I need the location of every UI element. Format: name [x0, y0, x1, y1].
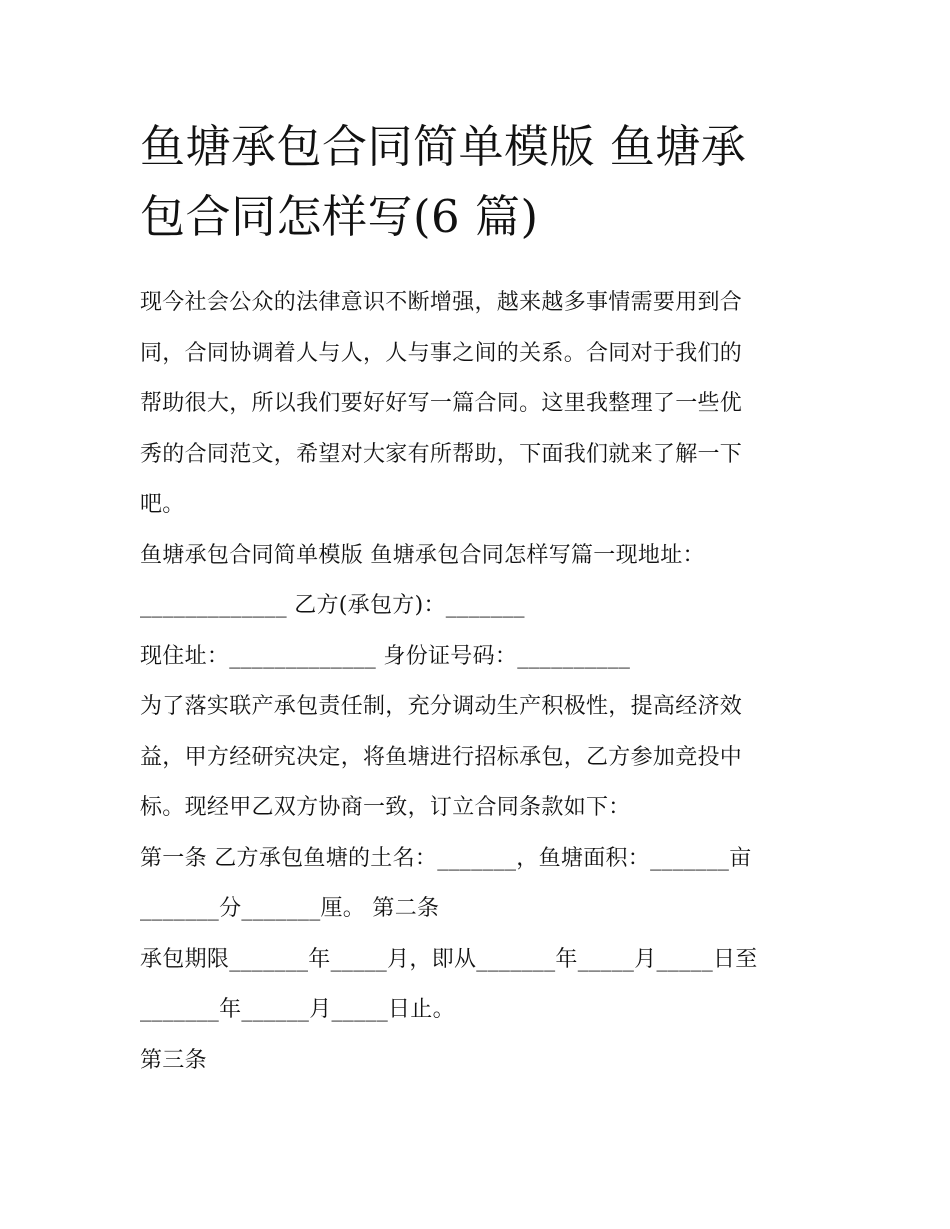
term-paragraph	[140, 935, 830, 1036]
text-line: 益，甲方经研究决定，将鱼塘进行招标承包，乙方参加竞投中	[140, 744, 743, 770]
text-line: 第一条 乙方承包鱼塘的土名：_______，鱼塘面积：_______亩	[140, 845, 752, 871]
text-line: 秀的合同范文，希望对大家有所帮助，下面我们就来了解一下	[140, 441, 743, 467]
contract-heading-paragraph	[140, 531, 830, 632]
text-line: 帮助很大，所以我们要好好写一篇合同。这里我整理了一些优	[140, 391, 743, 416]
document-title	[140, 112, 820, 252]
text-line: 标。现经甲乙双方协商一致，订立合同条款如下：	[140, 795, 631, 820]
intro-paragraph	[140, 278, 830, 531]
party-b-address-paragraph	[140, 632, 830, 683]
text-line: 现今社会公众的法律意识不断增强，越来越多事情需要用到合	[140, 290, 743, 315]
preamble-paragraph	[140, 682, 830, 834]
text-line: 第三条	[140, 1047, 207, 1073]
article-three-paragraph	[140, 1036, 830, 1087]
text-line: _______分_______厘。 第二条	[140, 896, 440, 921]
text-line: 为了落实联产承包责任制，充分调动生产积极性，提高经济效	[140, 694, 743, 719]
text-line: _______年______月_____日止。	[140, 997, 455, 1022]
text-line: 承包期限_______年_____月，即从_______年_____月_____日至	[140, 946, 758, 972]
article-one-paragraph	[140, 834, 830, 935]
text-line: 吧。	[140, 492, 185, 517]
document-body	[140, 278, 830, 1086]
title-line: 包合同怎样写(6 篇)	[140, 190, 539, 243]
text-line: _____________ 乙方(承包方)：_______	[140, 593, 525, 618]
title-line: 鱼塘承包合同简单模版 鱼塘承	[140, 120, 747, 173]
text-line: 鱼塘承包合同简单模版 鱼塘承包合同怎样写篇一现地址：	[140, 542, 705, 568]
text-line: 现住址：_____________ 身份证号码：__________	[140, 643, 631, 669]
text-line: 同，合同协调着人与人，人与事之间的关系。合同对于我们的	[140, 340, 743, 366]
